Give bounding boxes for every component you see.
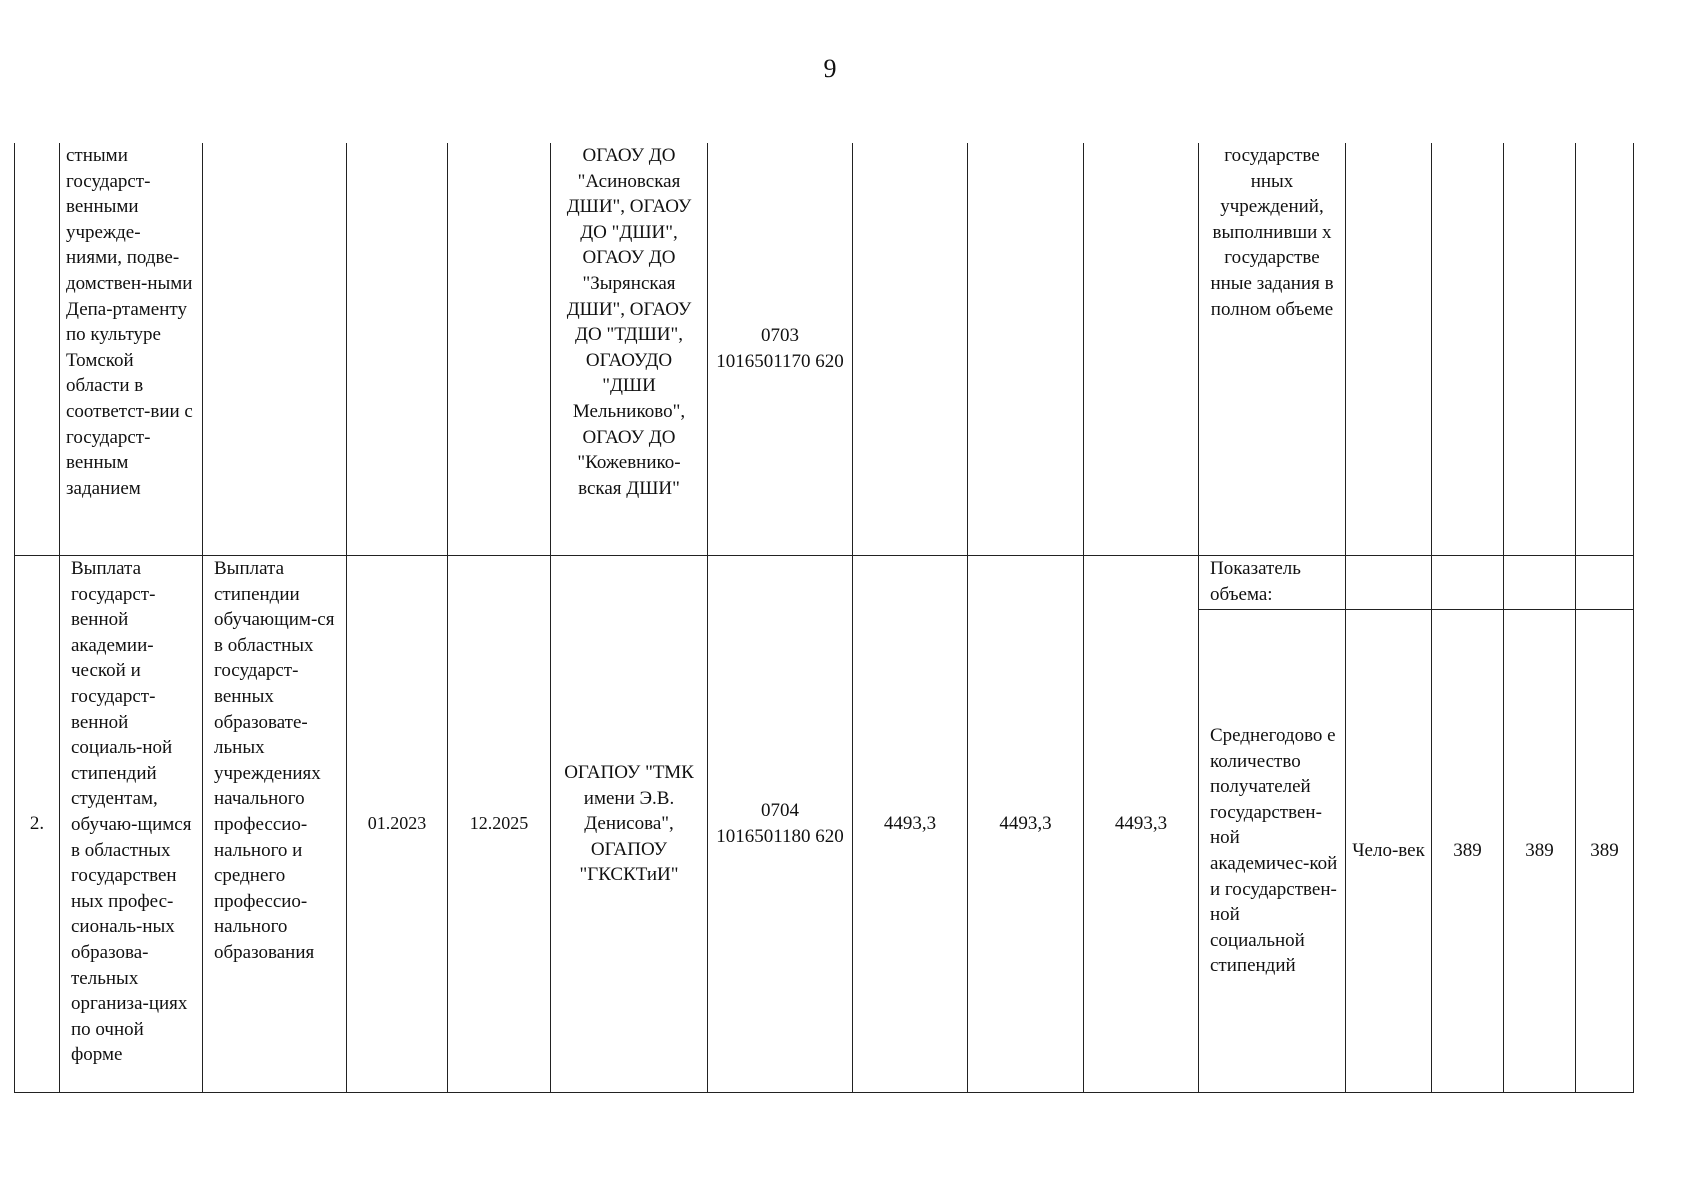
cell-start — [347, 143, 448, 556]
table-row-continued — [15, 143, 1634, 556]
cell-v3: 4493,3 — [1084, 556, 1199, 1093]
cell-name: Выплата государст-венной академии-ческой и государст-венной социаль-ной стипендий студентам, обучаю-щимся в областных государствен ных профес-сиональ-ных образова-тельных организа-циях по очной форме — [60, 556, 203, 1093]
cell-purpose: Выплата стипендии обучающим-ся в областных государст-венных образовате-льных учреждениях начального профессио-нального и среднего профессио-нального образования — [203, 556, 347, 1093]
cell-indicator: Среднегодово е количество получателей государствен-ной академичес-кой и государствен-ной социальной стипендий — [1199, 610, 1346, 1093]
cell-kbk: 0703 1016501170 620 — [708, 143, 853, 556]
cell-t1: 389 — [1432, 610, 1504, 1093]
cell-executors: ОГАПОУ "ТМК имени Э.В. Денисова", ОГАПОУ "ГКСКТиИ" — [551, 556, 708, 1093]
cell-num: 2. — [15, 556, 60, 1093]
cell-v1: 4493,3 — [853, 556, 968, 1093]
table-row-2 — [15, 556, 1634, 610]
cell-t1 — [1432, 143, 1504, 556]
cell-t2: 389 — [1504, 610, 1576, 1093]
cell-t2 — [1504, 143, 1576, 556]
cell-v2 — [968, 143, 1084, 556]
cell-purpose — [203, 143, 347, 556]
cell-indicator: государстве нных учреждений, выполнивши х государстве нные задания в полном объеме — [1199, 143, 1346, 556]
cell-executors: ОГАОУ ДО "Асиновская ДШИ", ОГАОУ ДО "ДШИ", ОГАОУ ДО "Зырянская ДШИ", ОГАОУ ДО "ТДШИ", ОГАОУДО "ДШИ Мельниково", ОГАОУ ДО "Кожевнико-вская ДШИ" — [551, 143, 708, 556]
cell-start: 01.2023 — [347, 556, 448, 1093]
cell-t3 — [1576, 143, 1634, 556]
cell-t3: 389 — [1576, 610, 1634, 1093]
cell-end — [448, 143, 551, 556]
cell-unit — [1346, 143, 1432, 556]
program-table — [14, 143, 1634, 1093]
cell-t2-header — [1504, 556, 1576, 610]
cell-indicator-header: Показатель объема: — [1199, 556, 1346, 610]
cell-kbk: 0704 1016501180 620 — [708, 556, 853, 1093]
cell-v1 — [853, 143, 968, 556]
cell-v3 — [1084, 143, 1199, 556]
cell-unit: Чело-век — [1346, 610, 1432, 1093]
cell-t3-header — [1576, 556, 1634, 610]
page-number: 9 — [823, 54, 837, 83]
cell-unit-header — [1346, 556, 1432, 610]
cell-end: 12.2025 — [448, 556, 551, 1093]
cell-t1-header — [1432, 556, 1504, 610]
cell-v2: 4493,3 — [968, 556, 1084, 1093]
cell-name: стными государст-венными учрежде-ниями, подве-домствен-ными Депа-ртаменту по культуре Томской области в соответст-вии с государст-венным заданием — [60, 143, 203, 556]
cell-num — [15, 143, 60, 556]
